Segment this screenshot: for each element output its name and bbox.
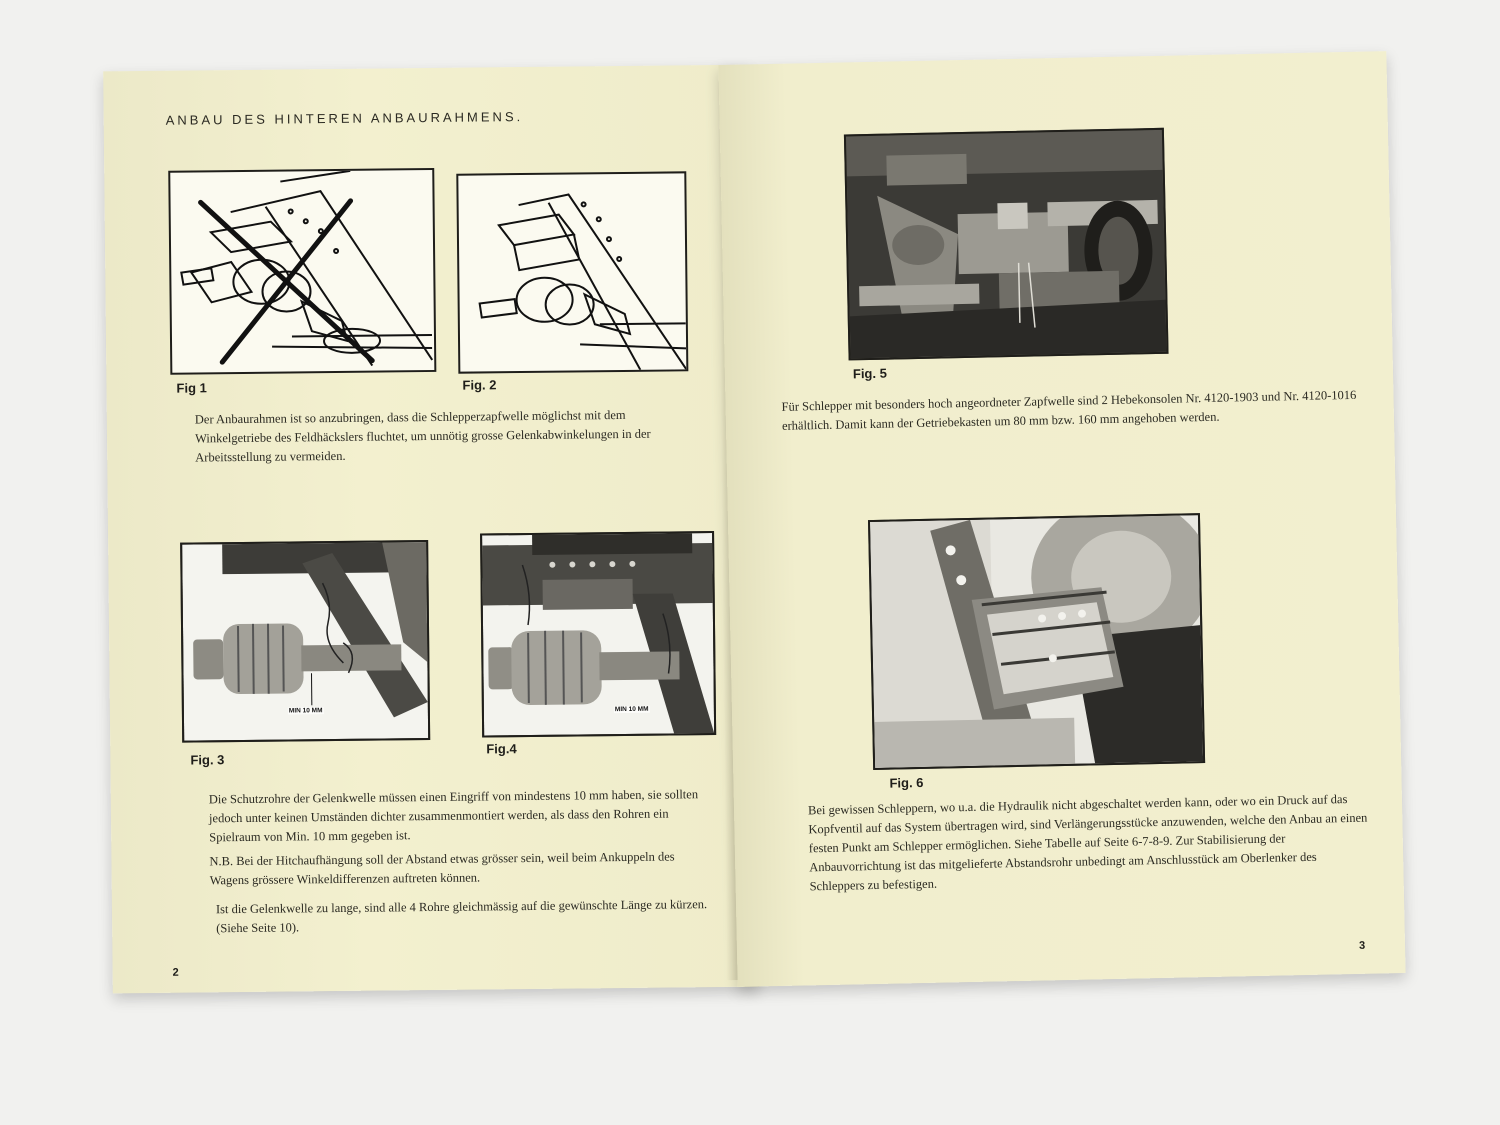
right-paragraph-2: Bei gewissen Schleppern, wo u.a. die Hydraulik nicht abgeschaltet werden kann, oder wo ein Druck auf das Kopfventil auf das System übertragen wird, sind Verlängerungsstücke anzuwenden, welche den Anbau an einen festen Punkt am Schlepper ermöglichen. Siehe Tabelle auf Seite 6-7-8-9. Zur Stabilisierung der Anbauvorrichtung ist das mitgelieferte Abstandsrohr unbedingt am Anschlusstück am Oberlenker des Schleppers zu befestigen. — [807, 792, 1368, 894]
fig1-label: Fig 1 — [176, 380, 207, 396]
right-page-number: 3 — [1358, 939, 1366, 952]
left-paragraph-3: N.B. Bei der Hitchaufhängung soll der Abstand etwas grösser sein, weil beim Ankuppeln des Wagens grössere Winkeldifferenzen auftreten können. — [209, 849, 675, 888]
fig2-illustration — [456, 171, 688, 373]
fig3-label: Fig. 3 — [190, 752, 225, 768]
fig6-photo — [868, 513, 1205, 770]
fig4-photo — [480, 531, 716, 737]
fig5-label: Fig. 5 — [852, 365, 888, 382]
fig4-label: Fig.4 — [486, 741, 517, 757]
left-page-number: 2 — [172, 966, 179, 979]
fig1-drawing — [170, 170, 434, 373]
left-paragraph-2: Die Schutzrohre der Gelenkwelle müssen einen Eingriff von mindestens 10 mm haben, sie sollten jedoch unter keinen Umständen dichter zusammenmontiert werden, als dass den Rohren ein Spielraum von Min. 10 mm gegeben ist. — [208, 787, 699, 845]
fig6-label: Fig. 6 — [889, 774, 924, 791]
fig3-photo — [180, 540, 430, 743]
section-title: ANBAU DES HINTEREN ANBAURAHMENS. — [165, 109, 524, 128]
fig1-illustration — [168, 168, 436, 375]
fig5-photo — [844, 128, 1169, 361]
fig5-drawing — [846, 130, 1167, 359]
fig2-drawing — [458, 173, 686, 371]
fig4-drawing — [482, 533, 714, 735]
fig2-label: Fig. 2 — [462, 377, 497, 393]
left-page — [103, 65, 759, 994]
left-paragraph-4: Ist die Gelenkwelle zu lange, sind alle 4 Rohre gleichmässig auf die gewünschte Länge zu kürzen. (Siehe Seite 10). — [215, 897, 708, 936]
fig3-min-marker: MIN 10 MM — [288, 707, 323, 715]
right-page — [718, 51, 1405, 987]
right-paragraph-1: Für Schlepper mit besonders hoch angeordneter Zapfwelle sind 2 Hebekonsolen Nr. 4120-1903 und Nr. 4120-1016 erhältlich. Damit kann der Getriebekasten um 80 mm bzw. 160 mm angehoben werden. — [781, 387, 1357, 433]
left-paragraph-1: Der Anbaurahmen ist so anzubringen, dass die Schlepperzapfwelle möglichst mit dem Winkelgetriebe des Feldhäckslers fluchtet, um unnötig grosse Gelenkabwinkelungen in der Arbeitsstellung zu vermeiden. — [194, 407, 651, 465]
fig4-min-marker: MIN 10 MM — [614, 705, 649, 714]
fig6-drawing — [870, 515, 1203, 768]
